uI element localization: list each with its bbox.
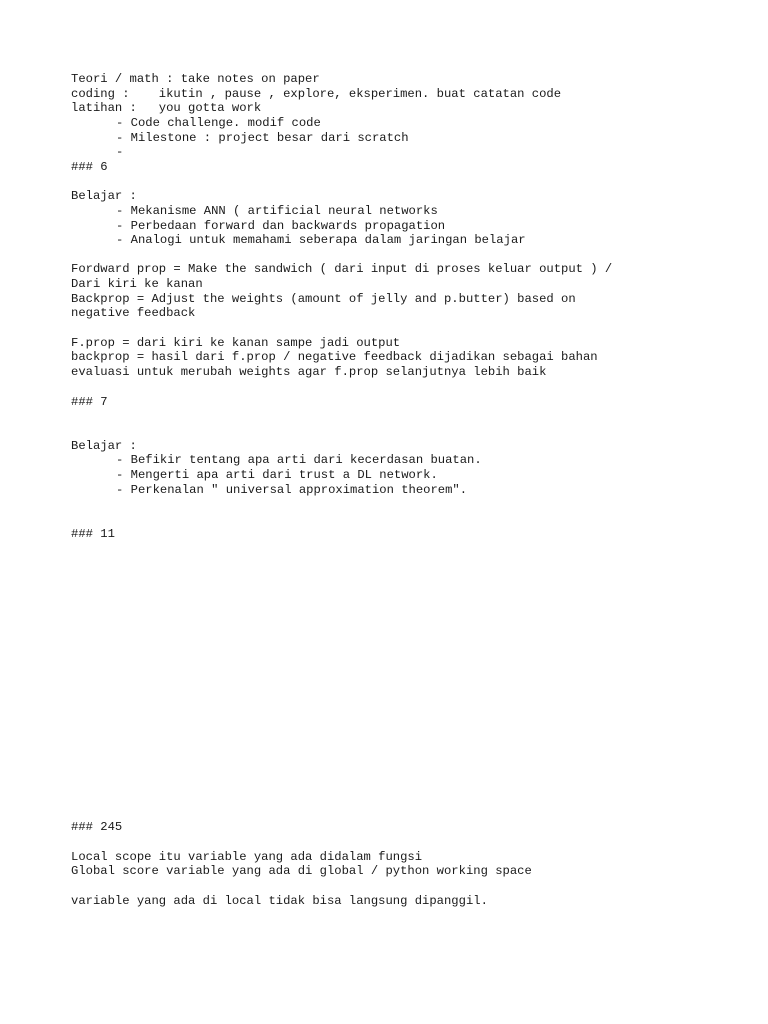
intro-bullet-item: - bbox=[116, 145, 124, 159]
section-6-bullet-item: - Analogi untuk memahami seberapa dalam jaringan belajar bbox=[116, 233, 526, 247]
fordward-prop-line: Fordward prop = Make the sandwich ( dari input di proses keluar output ) / bbox=[71, 262, 613, 276]
section-7-bullet-item: - Mengerti apa arti dari trust a DL network. bbox=[116, 468, 438, 482]
section-245-heading: ### 245 bbox=[71, 820, 123, 834]
backprop-line: Backprop = Adjust the weights (amount of jelly and p.butter) based on bbox=[71, 292, 576, 306]
bprop-summary-line: backprop = hasil dari f.prop / negative feedback dijadikan sebagai bahan bbox=[71, 350, 598, 364]
fprop-summary-line: F.prop = dari kiri ke kanan sampe jadi output bbox=[71, 336, 401, 350]
backprop-line-cont: negative feedback bbox=[71, 306, 196, 320]
intro-theory-line: Teori / math : take notes on paper bbox=[71, 72, 320, 86]
section-6-heading: ### 6 bbox=[71, 160, 108, 174]
section-6-belajar-label: Belajar : bbox=[71, 189, 137, 203]
section-7-heading: ### 7 bbox=[71, 395, 108, 409]
intro-bullet-item: - Milestone : project besar dari scratch bbox=[116, 131, 409, 145]
bprop-summary-line-cont: evaluasi untuk merubah weights agar f.prop selanjutnya lebih baik bbox=[71, 365, 547, 379]
section-6-bullet-item: - Perbedaan forward dan backwards propagation bbox=[116, 219, 446, 233]
intro-bullet-item: - Code challenge. modif code bbox=[116, 116, 321, 130]
local-scope-line: Local scope itu variable yang ada didalam fungsi bbox=[71, 850, 423, 864]
global-scope-line: Global score variable yang ada di global / python working space bbox=[71, 864, 532, 878]
section-7-belajar-label: Belajar : bbox=[71, 439, 137, 453]
local-variable-line: variable yang ada di local tidak bisa langsung dipanggil. bbox=[71, 894, 488, 908]
fordward-prop-line-cont: Dari kiri ke kanan bbox=[71, 277, 203, 291]
section-6-bullet-item: - Mekanisme ANN ( artificial neural networks bbox=[116, 204, 438, 218]
section-7-bullet-item: - Perkenalan " universal approximation theorem". bbox=[116, 483, 468, 497]
intro-coding-line: coding : ikutin , pause , explore, eksperimen. buat catatan code bbox=[71, 87, 562, 101]
section-11-heading: ### 11 bbox=[71, 527, 115, 541]
section-7-bullet-item: - Befikir tentang apa arti dari kecerdasan buatan. bbox=[116, 453, 482, 467]
intro-practice-line: latihan : you gotta work bbox=[71, 101, 262, 115]
